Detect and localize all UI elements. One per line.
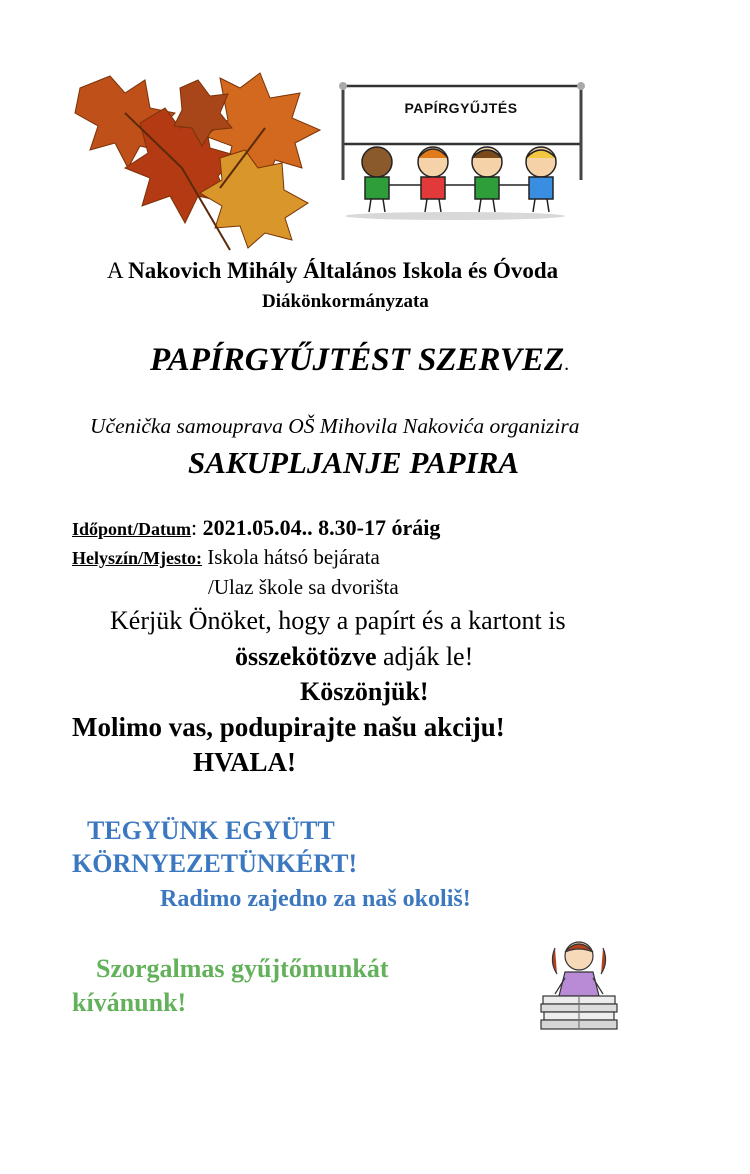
- request-rest: adják le!: [376, 642, 474, 671]
- title-hu-main: PAPÍRGYŰJTÉST SZERVEZ: [150, 342, 565, 378]
- wish-line-1: Szorgalmas gyűjtőmunkát: [96, 954, 389, 983]
- slogan-hu-line-1: TEGYÜNK EGYÜTT: [87, 816, 335, 845]
- date-label: Időpont/Datum: [72, 519, 192, 539]
- place-line: [72, 545, 380, 570]
- heading-prefix: A: [107, 258, 123, 283]
- title-croatian-intro: Učenička samouprava OŠ Mihovila Nakovića organizira: [90, 414, 580, 438]
- title-hu-dot: .: [564, 353, 570, 375]
- thanks-croatian: HVALA!: [193, 747, 297, 777]
- banner-title: PAPÍRGYŰJTÉS: [404, 100, 518, 116]
- date-line: [72, 515, 440, 541]
- school-heading: [107, 258, 558, 284]
- place-croatian: /Ulaz škole sa dvorišta: [208, 575, 399, 599]
- request-croatian: Molimo vas, podupirajte našu akciju!: [72, 712, 505, 742]
- request-line-1: Kérjük Önöket, hogy a papírt és a kartont is: [110, 606, 566, 635]
- student-council: Diákönkormányzata: [262, 291, 429, 312]
- autumn-leaves-image: [70, 68, 330, 253]
- title-croatian-main: SAKUPLJANJE PAPIRA: [188, 445, 520, 480]
- slogan-croatian: Radimo zajedno za naš okoliš!: [160, 886, 471, 912]
- request-bold-word: összekötözve: [235, 642, 377, 671]
- date-value: 2021.05.04.. 8.30-17 óráig: [202, 515, 441, 540]
- place-label: Helyszín/Mjesto:: [72, 548, 202, 568]
- slogan-hu-line-2: KÖRNYEZETÜNKÉRT!: [72, 849, 358, 878]
- school-name: Nakovich Mihály Általános Iskola és Óvoda: [128, 258, 559, 283]
- thanks-hungarian: Köszönjük!: [300, 677, 429, 706]
- date-separator: :: [191, 515, 198, 540]
- wish-line-2: kívánunk!: [72, 988, 187, 1017]
- place-hungarian: Iskola hátsó bejárata: [207, 545, 380, 569]
- request-line-2: [235, 642, 473, 672]
- title-hungarian: [150, 342, 569, 379]
- girl-with-papers-image: [535, 938, 623, 1038]
